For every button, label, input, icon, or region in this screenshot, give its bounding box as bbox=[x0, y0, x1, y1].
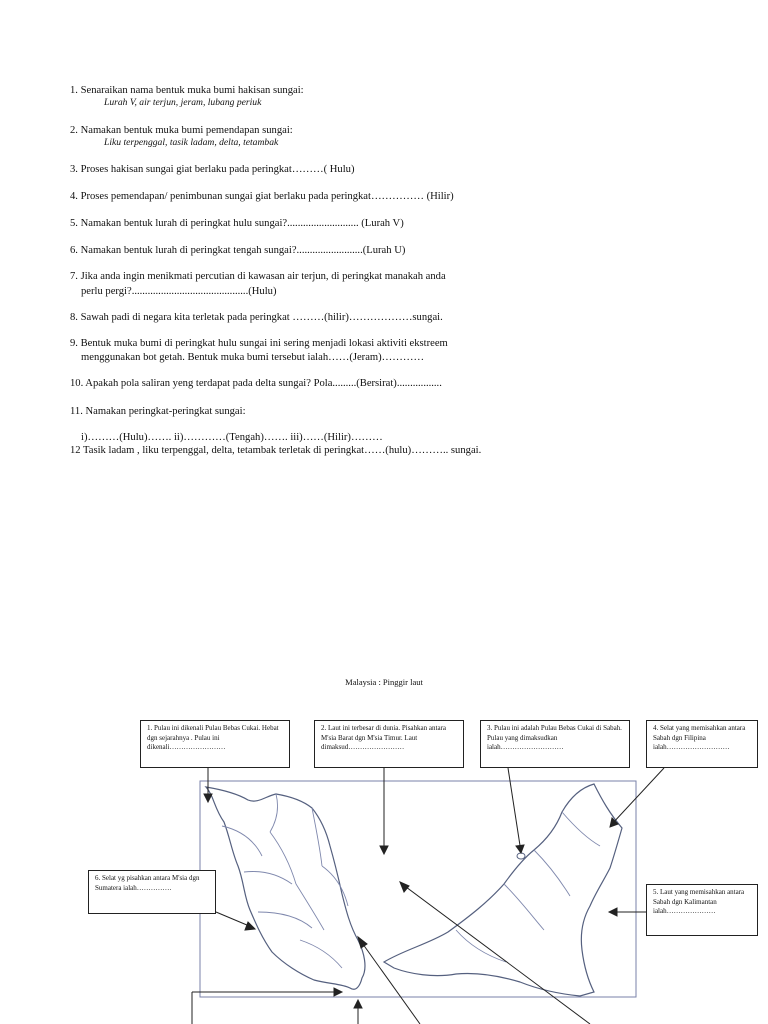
question-9-line2: menggunakan bot getah. Bentuk muka bumi tersebut ialah……(Jeram)………… bbox=[81, 352, 425, 363]
callout-box-2: 2. Laut ini terbesar di dunia. Pisahkan antara M'sia Barat dgn M'sia Timur. Laut dimaksud…………………… bbox=[314, 720, 464, 768]
question-2: 2. Namakan bentuk muka bumi pemendapan sungai: bbox=[70, 125, 293, 136]
question-3: 3. Proses hakisan sungai giat berlaku pada peringkat………( Hulu) bbox=[70, 164, 355, 175]
borneo-outline bbox=[384, 784, 622, 996]
question-11: 11. Namakan peringkat-peringkat sungai: bbox=[70, 406, 246, 417]
state-borders bbox=[222, 794, 348, 968]
question-12: 12 Tasik ladam , liku terpenggal, delta, tetambak terletak di peringkat……(hulu)……….. sungai. bbox=[70, 445, 482, 456]
question-1: 1. Senaraikan nama bentuk muka bumi hakisan sungai: bbox=[70, 85, 304, 96]
callout-box-5: 5. Laut yang memisahkan antara Sabah dgn Kalimantan ialah………………… bbox=[646, 884, 758, 936]
callout-box-6: 6. Selat yg pisahkan antara M'sia dgn Sumatera ialah…………… bbox=[88, 870, 216, 914]
question-8: 8. Sawah padi di negara kita terletak pada peringkat ………(hilir)………………sungai. bbox=[70, 312, 443, 323]
callout-box-4: 4. Selat yang memisahkan antara Sabah dgn Filipina ialah……………………… bbox=[646, 720, 758, 768]
map-frame bbox=[200, 781, 636, 997]
question-10: 10. Apakah pola saliran yeng terdapat pada delta sungai? Pola.........(Bersirat)................. bbox=[70, 378, 442, 389]
callout-box-1: 1. Pulau ini dikenali Pulau Bebas Cukai. Hebat dgn sejarahnya . Pulau ini dikenali…………………… bbox=[140, 720, 290, 768]
question-5: 5. Namakan bentuk lurah di peringkat hulu sungai?........................... (Lurah V) bbox=[70, 218, 404, 229]
borneo-inner-lines bbox=[456, 812, 600, 962]
answer-2: Liku terpenggal, tasik ladam, delta, tetambak bbox=[104, 137, 279, 148]
question-9: 9. Bentuk muka bumi di peringkat hulu sungai ini sering menjadi lokasi aktiviti ekstreem bbox=[70, 338, 448, 349]
question-7-line2: perlu pergi?............................................(Hulu) bbox=[81, 286, 277, 297]
question-11-stages: i)………(Hulu)……. ii)…………(Tengah)……. iii)……(Hilir)……… bbox=[81, 432, 383, 443]
question-7: 7. Jika anda ingin menikmati percutian di kawasan air terjun, di peringkat manakah anda bbox=[70, 271, 446, 282]
question-6: 6. Namakan bentuk lurah di peringkat tengah sungai?.........................(Lurah U) bbox=[70, 245, 406, 256]
answer-1: Lurah V, air terjun, jeram, lubang periuk bbox=[104, 97, 262, 108]
question-4: 4. Proses pemendapan/ penimbunan sungai giat berlaku pada peringkat…………… (Hilir) bbox=[70, 191, 454, 202]
callout-box-3: 3. Pulau ini adalah Pulau Bebas Cukai di Sabah. Pulau yang dimaksudkan ialah……………………… bbox=[480, 720, 630, 768]
map-title: Malaysia : Pinggir laut bbox=[345, 677, 423, 687]
labuan-island bbox=[517, 853, 525, 859]
